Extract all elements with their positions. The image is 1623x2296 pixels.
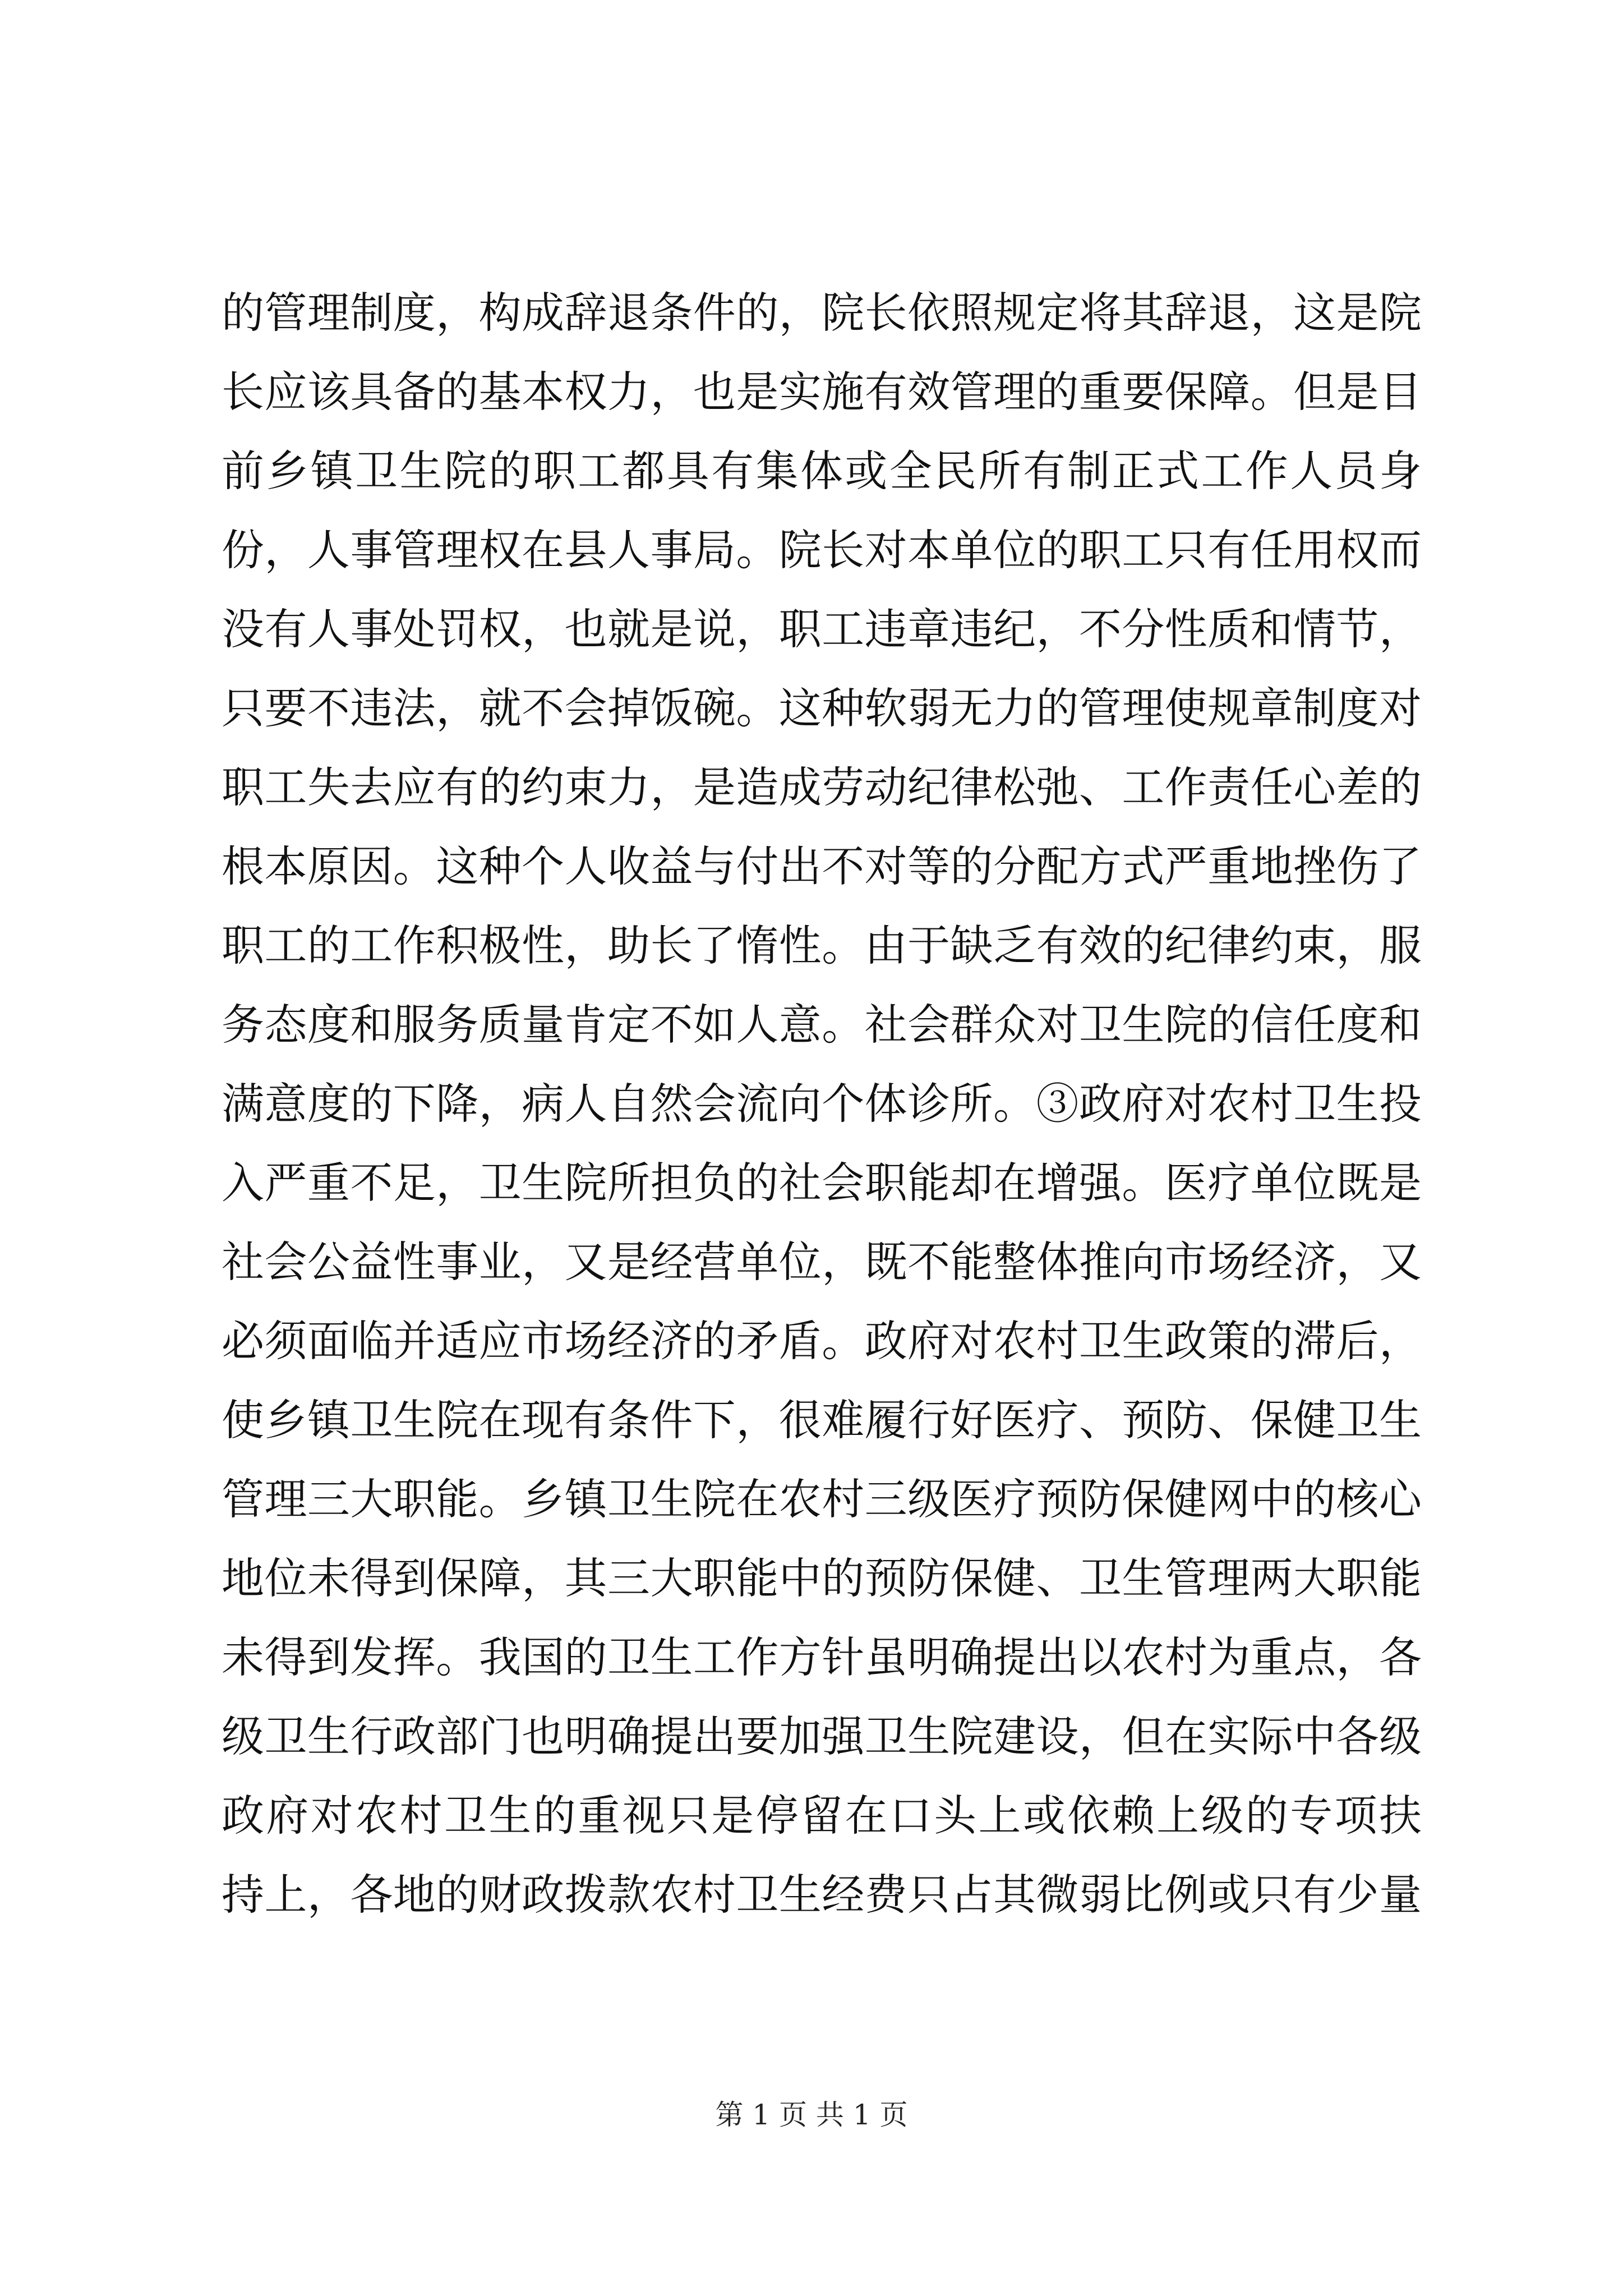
text-line: 管理三大职能。乡镇卫生院在农村三级医疗预防保健网中的核心 <box>222 1474 1422 1524</box>
text-line: 满意度的下降，病人自然会流向个体诊所。③政府对农村卫生投 <box>222 1079 1422 1129</box>
text-line: 只要不违法，就不会掉饭碗。这种软弱无力的管理使规章制度对 <box>222 683 1422 733</box>
text-line: 必须面临并适应市场经济的矛盾。政府对农村卫生政策的滞后， <box>222 1316 1422 1366</box>
text-line: 地位未得到保障，其三大职能中的预防保健、卫生管理两大职能 <box>222 1553 1422 1603</box>
text-line: 使乡镇卫生院在现有条件下，很难履行好医疗、预防、保健卫生 <box>222 1395 1422 1445</box>
text-line: 入严重不足，卫生院所担负的社会职能却在增强。医疗单位既是 <box>222 1158 1422 1208</box>
text-line: 未得到发挥。我国的卫生工作方针虽明确提出以农村为重点，各 <box>222 1632 1422 1682</box>
text-line: 长应该具备的基本权力，也是实施有效管理的重要保障。但是目 <box>222 367 1422 417</box>
text-line: 级卫生行政部门也明确提出要加强卫生院建设，但在实际中各级 <box>222 1711 1422 1761</box>
text-line: 份，人事管理权在县人事局。院长对本单位的职工只有任用权而 <box>222 525 1422 575</box>
text-line: 职工的工作积极性，助长了惰性。由于缺乏有效的纪律约束，服 <box>222 921 1422 970</box>
text-line: 根本原因。这种个人收益与付出不对等的分配方式严重地挫伤了 <box>222 841 1422 891</box>
text-line: 政府对农村卫生的重视只是停留在口头上或依赖上级的专项扶 <box>222 1791 1422 1841</box>
page-number-label: 第 1 页 共 1 页 <box>715 2099 908 2131</box>
body-text <box>222 273 1422 1934</box>
text-line: 前乡镇卫生院的职工都具有集体或全民所有制正式工作人员身 <box>222 446 1422 496</box>
text-line: 职工失去应有的约束力，是造成劳动纪律松弛、工作责任心差的 <box>222 762 1422 812</box>
page-footer <box>0 2095 1623 2134</box>
text-line: 的管理制度，构成辞退条件的，院长依照规定将其辞退，这是院 <box>222 288 1422 338</box>
text-line: 持上，各地的财政拨款农村卫生经费只占其微弱比例或只有少量 <box>222 1870 1422 1920</box>
text-line: 没有人事处罚权，也就是说，职工违章违纪，不分性质和情节， <box>222 604 1422 654</box>
text-line: 务态度和服务质量肯定不如人意。社会群众对卫生院的信任度和 <box>222 1000 1422 1050</box>
text-line: 社会公益性事业，又是经营单位，既不能整体推向市场经济，又 <box>222 1237 1422 1287</box>
